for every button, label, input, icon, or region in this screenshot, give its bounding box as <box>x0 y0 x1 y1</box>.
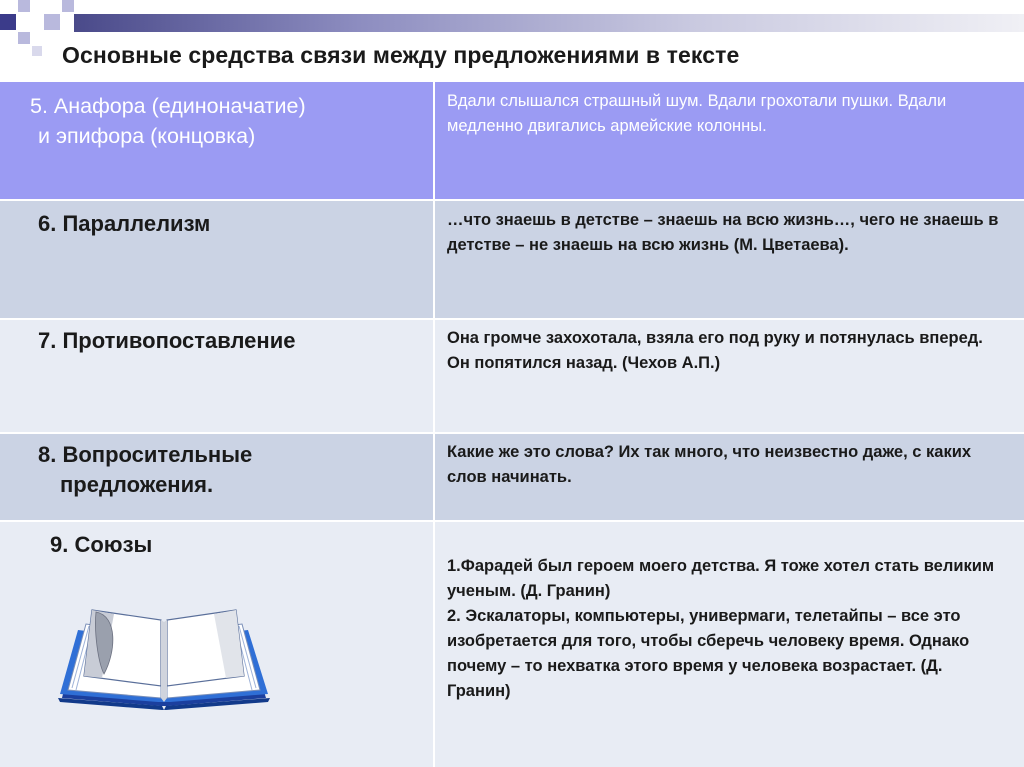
deco-square <box>18 0 30 12</box>
deco-square <box>62 0 74 12</box>
deco-square <box>32 46 42 56</box>
slide-title: Основные средства связи между предложениями в тексте <box>62 42 740 68</box>
example-text: 1.Фарадей был героем моего детства. Я тоже хотел стать великим ученым. (Д. Гранин) <box>447 557 995 600</box>
example-text: 2. Эскалаторы, компьютеры, универмаги, телетайпы – все это изобретается для того, чтобы сберечь человеку время. Однако почему – то нехватка этого время у человека возрастает. (Д. Гранин) <box>447 607 970 700</box>
term-label: предложения. <box>60 472 214 497</box>
example-cell <box>435 522 1024 767</box>
term-cell <box>0 82 435 199</box>
example-text: Она громче захохотала, взяла его под руку и потянулась вперед. Он попятился назад. (Чехов А.П.) <box>447 329 983 372</box>
deco-square <box>0 14 16 30</box>
term-cell <box>0 320 435 432</box>
example-cell <box>435 201 1024 318</box>
table-row <box>0 320 1024 432</box>
example-cell <box>435 434 1024 520</box>
deco-square <box>44 14 60 30</box>
table-row <box>0 201 1024 318</box>
example-cell <box>435 82 1024 199</box>
term-label: 5. Анафора (единоначатие) <box>30 94 306 118</box>
term-label: 7. Противопоставление <box>38 328 296 353</box>
term-label: 8. Вопросительные <box>38 442 253 467</box>
term-label: и эпифора (концовка) <box>38 124 256 148</box>
term-cell <box>0 434 435 520</box>
term-label: 9. Союзы <box>50 532 153 557</box>
example-text: Какие же это слова? Их так много, что неизвестно даже, с каких слов начинать. <box>447 443 972 486</box>
top-gradient-bar <box>74 14 1024 32</box>
table-row <box>0 434 1024 520</box>
deco-square <box>18 32 30 44</box>
open-book-icon <box>58 602 270 712</box>
example-cell <box>435 320 1024 432</box>
table-row <box>0 82 1024 199</box>
term-label: 6. Параллелизм <box>38 211 211 236</box>
term-cell <box>0 201 435 318</box>
example-text: Вдали слышался страшный шум. Вдали грохотали пушки. Вдали медленно двигались армейские колонны. <box>447 92 947 135</box>
example-text: …что знаешь в детстве – знаешь на всю жизнь…, чего не знаешь в детстве – не знаешь на всю жизнь (М. Цветаева). <box>447 211 999 254</box>
